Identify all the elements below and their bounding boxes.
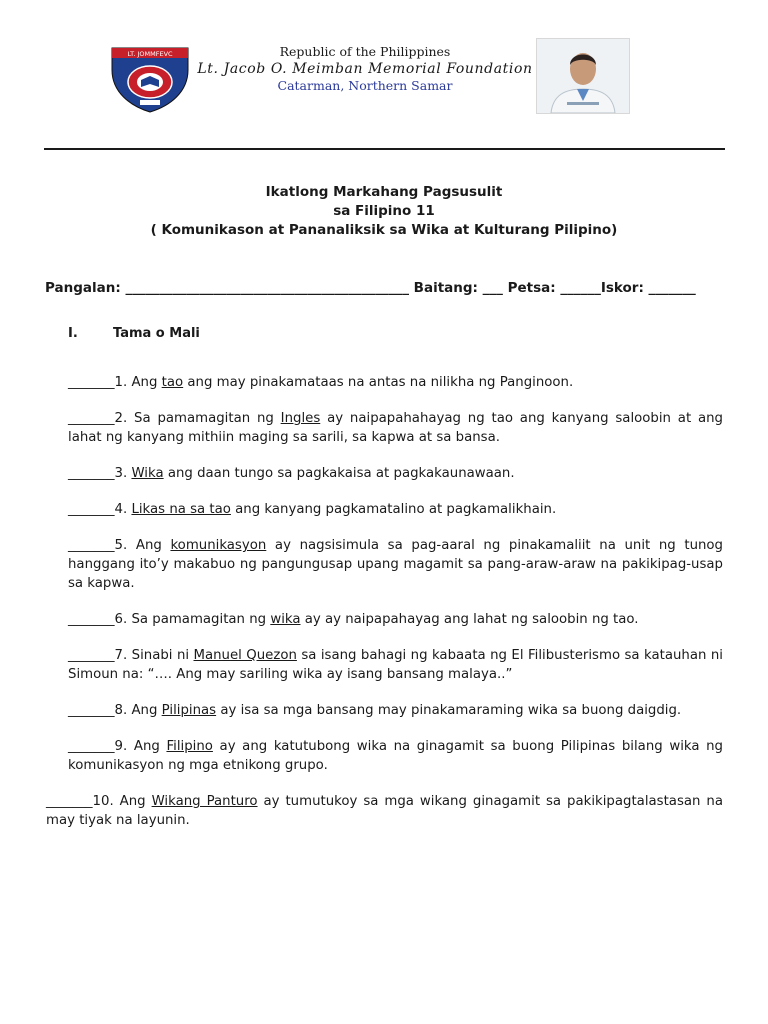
logo-lettering: LT. JOMMFEVC <box>127 50 173 58</box>
question-item-3: _______3. Wika ang daan tungo sa pagkakaisa at pagkakaunawaan. <box>68 466 515 481</box>
official-portrait-photo <box>536 38 630 114</box>
question-item-9: _______9. Ang Filipino ay ang katutubong wika na ginagamit sa buong Pilipinas bilang wika ng komunikasyon ng mga etnikong grupo. <box>68 739 723 773</box>
key-term: wika <box>270 612 301 627</box>
question-list <box>46 373 723 847</box>
key-term: Likas na sa tao <box>131 502 231 517</box>
exam-title-line3: ( Komunikason at Pananaliksik sa Wika at Kulturang Pilipino) <box>150 222 618 238</box>
exam-title-line2: sa Filipino 11 <box>333 203 435 219</box>
header-divider <box>44 148 725 150</box>
key-term: Wika <box>131 466 164 481</box>
exam-title <box>0 183 768 240</box>
question-item-2: _______2. Sa pamamagitan ng Ingles ay naipapahahayag ng tao ang kanyang saloobin at ang lahat ng kanyang mithiin maging sa sarili, sa kapwa at sa bansa. <box>68 411 723 445</box>
question-item-10: _______10. Ang Wikang Panturo ay tumutukoy sa mga wikang ginagamit sa pakikipagtalastasan na may tiyak na layunin. <box>46 794 723 828</box>
republic-line: Republic of the Philippines <box>279 44 451 59</box>
location-line: Catarman, Northern Samar <box>277 78 453 93</box>
key-term: Manuel Quezon <box>193 648 297 663</box>
question-item-7: _______7. Sinabi ni Manuel Quezon sa isang bahagi ng kabaata ng El Filibusterismo sa katauhan ni Simoun na: “…. Ang may sariling wika ay isang bansang malaya..” <box>68 648 723 682</box>
foundation-name: Lt. Jacob O. Meimban Memorial Foundation <box>197 61 533 77</box>
key-term: Ingles <box>280 411 321 426</box>
question-item-1: _______1. Ang tao ang may pinakamataas na antas na nilikha ng Panginoon. <box>68 375 574 390</box>
question-item-4: _______4. Likas na sa tao ang kanyang pagkamatalino at pagkamalikhain. <box>68 502 557 517</box>
section-heading <box>68 326 200 341</box>
key-term: komunikasyon <box>170 538 267 553</box>
section-title: Tama o Mali <box>113 326 200 341</box>
question-item-5: _______5. Ang komunikasyon ay nagsisimula sa pag-aaral ng pinakamaliit na unit ng tunog hanggang ito’y makabuo ng pangungusap upang magamit sa pang-araw-araw na pakikipag-usap sa kapwa. <box>68 538 723 591</box>
question-item-8: _______8. Ang Pilipinas ay isa sa mga bansang may pinakamaraming wika sa buong daigdig. <box>68 703 682 718</box>
institution-heading <box>190 44 540 94</box>
key-term: Pilipinas <box>161 703 217 718</box>
key-term: Wikang Panturo <box>151 794 258 809</box>
exam-title-line1: Ikatlong Markahang Pagsusulit <box>265 184 503 200</box>
question-item-6: _______6. Sa pamamagitan ng wika ay ay naipapahayag ang lahat ng saloobin ng tao. <box>68 612 639 627</box>
student-info-line: Pangalan: __________________________________________ Baitang: ___ Petsa: ______Iskor: _______ <box>45 280 696 296</box>
document-header <box>0 0 768 150</box>
section-number: I. <box>68 326 78 341</box>
key-term: tao <box>161 375 184 390</box>
key-term: Filipino <box>166 739 213 754</box>
school-seal-logo <box>108 40 192 114</box>
